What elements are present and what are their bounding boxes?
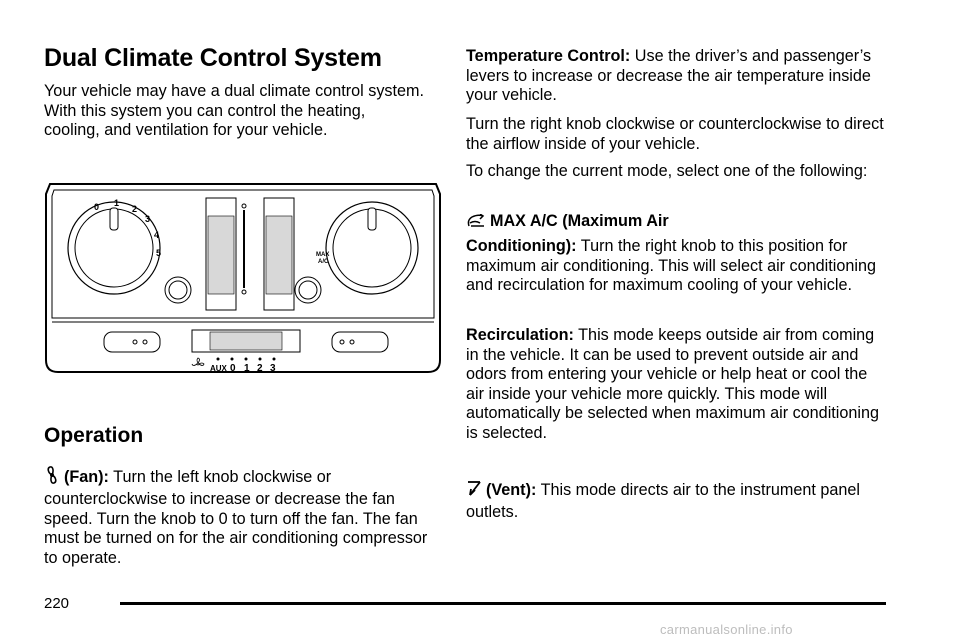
aux-label: 3 xyxy=(270,363,276,374)
operation-heading: Operation xyxy=(44,424,144,447)
fan-knob-label: 0 xyxy=(94,202,100,212)
vent-label: (Vent): xyxy=(486,481,537,499)
fan-paragraph-rest: counterclockwise to increase or decrease the fan speed. Turn the knob to 0 to turn off the fan. The fan must be turned on for the air conditioning compressor to operate. xyxy=(44,490,428,567)
fan-knob-label: 1 xyxy=(114,198,120,208)
page-title: Dual Climate Control System xyxy=(44,44,382,72)
aux-label: 0 xyxy=(230,363,236,374)
change-mode-paragraph: To change the current mode, select one of the following: xyxy=(466,162,868,180)
fan-knob-label: 5 xyxy=(156,248,162,258)
max-ac-label-line2: Conditioning): xyxy=(466,237,577,255)
watermark: carmanualsonline.info xyxy=(660,622,793,637)
panel-drawing xyxy=(44,182,442,374)
intro-paragraph: Your vehicle may have a dual climate control system. With this system you can control the heating, cooling, and ventilation for your vehicle. xyxy=(44,82,424,140)
max-ac-text: Turn the right knob to this position for maximum air conditioning. This will select air conditioning and recirculation for maximum cooling of your vehicle. xyxy=(466,237,876,295)
fan-knob-label: 4 xyxy=(154,230,160,240)
fan-knob-label: 3 xyxy=(145,214,151,224)
footer-rule xyxy=(120,602,886,605)
max-ac-label: MAX A/C (Maximum Air xyxy=(490,212,669,230)
max-ac-label: MAX xyxy=(316,252,330,258)
fan-knob-label: 2 xyxy=(132,204,138,214)
temperature-paragraph xyxy=(466,47,886,106)
max-ac-icon xyxy=(466,214,486,234)
temperature-text: Use the driver’s and passenger’s levers to increase or decrease the air temperature inside your vehicle. xyxy=(466,47,872,105)
max-ac-heading xyxy=(466,212,896,234)
aux-label: 1 xyxy=(244,363,250,374)
recirculation-paragraph xyxy=(466,326,886,444)
vent-icon xyxy=(466,479,482,503)
fan-paragraph-line1 xyxy=(44,466,444,490)
max-ac-paragraph xyxy=(466,237,896,296)
vent-paragraph xyxy=(466,479,896,522)
temperature-label: Temperature Control: xyxy=(466,47,631,65)
fan-label: (Fan): xyxy=(64,468,109,486)
aux-label: 2 xyxy=(257,363,263,374)
aux-label: AUX xyxy=(210,364,227,373)
recirculation-label: Recirculation: xyxy=(466,326,574,344)
fan-icon xyxy=(44,466,60,490)
vent-text: This mode directs air to the instrument panel outlets. xyxy=(466,481,860,521)
right-knob-paragraph: Turn the right knob clockwise or counterclockwise to direct the airflow inside of your vehicle. xyxy=(466,115,884,153)
recirculation-text: This mode keeps outside air from coming in the vehicle. It can be used to prevent outside air and odors from entering your vehicle or help heat or cool the air inside your vehicle more quickly. This mode will automatically be selected when maximum air conditioning is selected. xyxy=(466,326,879,442)
climate-control-panel-illustration xyxy=(44,182,442,379)
max-ac-label: A/C xyxy=(318,259,329,265)
page-number: 220 xyxy=(44,595,70,612)
fan-text-line1: Turn the left knob clockwise or xyxy=(113,468,332,486)
